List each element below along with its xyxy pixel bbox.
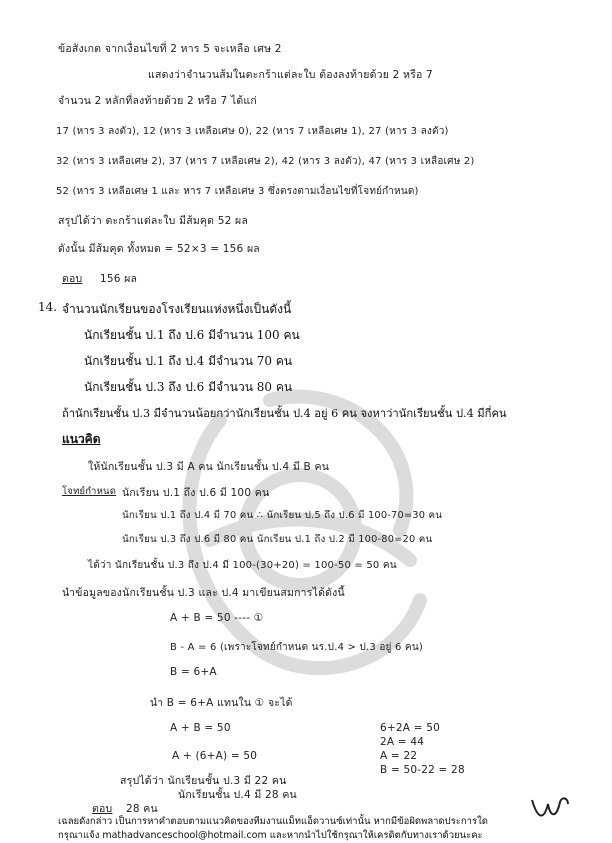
note-line-8: ดังนั้น มีส้มคุด ทั้งหมด = 52×3 = 156 ผล [58,243,260,255]
equation-8: 2A = 44 [380,736,425,748]
equation-9: A = 22 [380,750,418,762]
prev-answer: 156 ผล [100,273,138,285]
signature [528,790,572,826]
equation-10: B = 50-22 = 28 [380,764,465,776]
equation-6: A + (6+A) = 50 [172,750,258,762]
problem-condition-3: นักเรียนชั้น ป.3 ถึง ป.6 มีจำนวน 80 คน [84,380,293,394]
footer-line-2: กรุณาแจ้ง mathadvanceschool@hotmail.com และหากนำไปใช้กรุณาให้เครดิตกับทางเราด้วยนะคะ [58,830,483,841]
problem-condition-2: นักเรียนชั้น ป.1 ถึง ป.4 มีจำนวน 70 คน [84,354,293,368]
given-1: นักเรียน ป.1 ถึง ป.6 มี 100 คน [122,487,270,499]
problem-question: ถ้านักเรียนชั้น ป.3 มีจำนวนน้อยกว่านักเรียนชั้น ป.4 อยู่ 6 คน จงหาว่านักเรียนชั้น ป.4 มีกี่คน [62,407,507,420]
equation-7: 6+2A = 50 [380,722,440,734]
work-setup: ให้นักเรียนชั้น ป.3 มี A คน นักเรียนชั้น ป.4 มี B คน [88,461,330,473]
footer-line-1: เฉลยดังกล่าว เป็นการหาคำตอบตามแนวคิดของทีมงานแม็ทแอ็ดวานซ์เท่านั้น หากมีข้อผิดพลาดประการใด [58,816,488,827]
note-line-6: 52 (หาร 3 เหลือเศษ 1 และ หาร 7 เหลือเศษ 3 ซึ่งตรงตามเงื่อนไขที่โจทย์กำหนด) [56,186,419,197]
equation-1: A + B = 50 ---- ① [170,612,264,624]
conclusion-2: นักเรียนชั้น ป.4 มี 28 คน [178,789,297,801]
note-line-7: สรุปได้ว่า ตะกร้าแต่ละใบ มีส้มคุด 52 ผล [58,215,249,227]
equation-4: นำ B = 6+A แทนใน ① จะได้ [150,697,293,709]
conclusion-1: สรุปได้ว่า นักเรียนชั้น ป.3 มี 22 คน [120,775,287,787]
problem-condition-1: นักเรียนชั้น ป.1 ถึง ป.6 มีจำนวน 100 คน [84,328,300,342]
given-3: นักเรียน ป.3 ถึง ป.6 มี 80 คน นักเรียน ป.1 ถึง ป.2 มี 100-80=20 คน [122,534,433,545]
work-sum: ได้ว่า นักเรียนชั้น ป.3 ถึง ป.4 มี 100-(30+20) = 100-50 = 50 คน [88,560,397,571]
note-line-2: แสดงว่าจำนวนส้มในตะกร้าแต่ละใบ ต้องลงท้ายด้วย 2 หรือ 7 [148,69,433,81]
note-line-1: ข้อสังเกต จากเงื่อนไขที่ 2 หาร 5 จะเหลือ เศษ 2 [58,43,282,55]
approach-label: แนวคิด [62,432,101,446]
problem-number: 14. [38,300,58,314]
note-line-5: 32 (หาร 3 เหลือเศษ 2), 37 (หาร 7 เหลือเศษ 2), 42 (หาร 3 ลงตัว), 47 (หาร 3 เหลือเศษ 2) [56,156,475,167]
problem-title: จำนวนนักเรียนของโรงเรียนแห่งหนึ่งเป็นดังนี้ [62,302,292,316]
equation-5: A + B = 50 [170,722,231,734]
equation-2: B - A = 6 (เพราะโจทย์กำหนด นร.ป.4 > ป.3 อยู่ 6 คน) [170,642,423,653]
prev-answer-label: ตอบ [62,273,83,285]
answer-label: ตอบ [92,803,113,815]
equation-3: B = 6+A [170,666,217,678]
note-line-4: 17 (หาร 3 ลงตัว), 12 (หาร 3 เหลือเศษ 0), 22 (หาร 7 เหลือเศษ 1), 27 (หาร 3 ลงตัว) [56,126,449,137]
note-line-3: จำนวน 2 หลักที่ลงท้ายด้วย 2 หรือ 7 ได้แก่ [58,95,257,107]
given-2: นักเรียน ป.1 ถึง ป.4 มี 70 คน ∴ นักเรียน ป.5 ถึง ป.6 มี 100-70=30 คน [122,510,443,521]
final-answer: 28 คน [126,803,158,815]
given-label: โจทย์กำหนด [62,486,117,497]
work-equation-intro: นำข้อมูลของนักเรียนชั้น ป.3 และ ป.4 มาเขียนสมการได้ดังนี้ [62,587,345,599]
